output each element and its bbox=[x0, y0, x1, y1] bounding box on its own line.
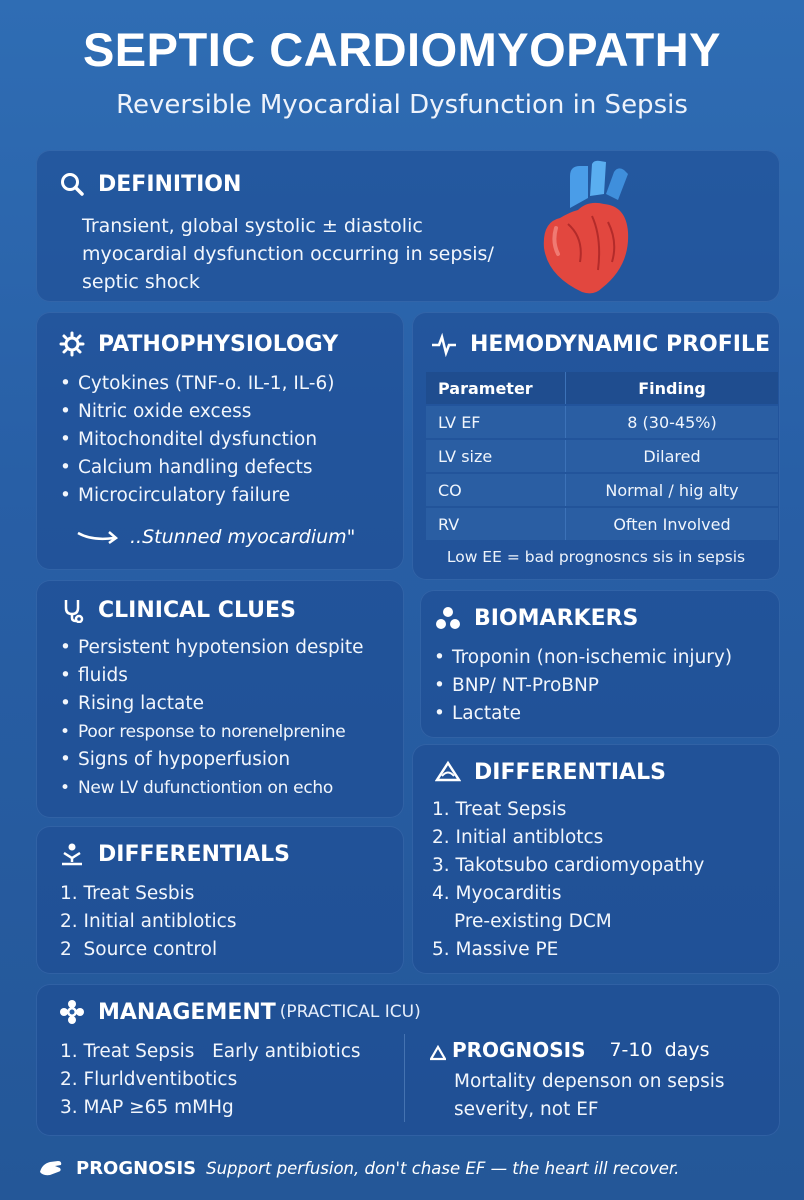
clinical-clues-list bbox=[60, 634, 363, 802]
table-row bbox=[426, 508, 778, 540]
table-row bbox=[426, 440, 778, 472]
differentials-right-list bbox=[432, 796, 704, 964]
heart-icon bbox=[532, 158, 642, 298]
column-header: Parameter bbox=[426, 372, 566, 404]
stunned-note: ..Stunned myocardium" bbox=[76, 526, 355, 548]
hand-icon bbox=[38, 1158, 64, 1178]
list-item: • Calcium handling defects bbox=[60, 454, 334, 482]
list-item: • Persistent hypotension despite bbox=[60, 634, 363, 662]
table-cell: Normal / hig alty bbox=[566, 474, 778, 506]
pulse-icon bbox=[430, 330, 458, 358]
list-item: 5. Massive PE bbox=[432, 939, 559, 960]
list-item: • fluids bbox=[60, 662, 363, 690]
list-item: 1. Treat Sesbis bbox=[60, 883, 195, 904]
table-cell: 8 (30-45%) bbox=[566, 406, 778, 438]
definition-text: Transient, global systolic ± diastolic myocardial dysfunction occurring in sepsis/ septic shock bbox=[82, 215, 494, 293]
hemodynamic-footnote: Low EE = bad prognosncs sis in sepsis bbox=[446, 548, 746, 566]
table-row bbox=[426, 406, 778, 438]
cog-icon bbox=[58, 998, 86, 1026]
management-list bbox=[60, 1038, 361, 1122]
table-cell: Dilared bbox=[566, 440, 778, 472]
table-cell: Often Involved bbox=[566, 508, 778, 540]
table-cell: CO bbox=[426, 474, 566, 506]
divider bbox=[404, 1034, 405, 1122]
list-item: 3. Takotsubo cardiomyopathy bbox=[432, 855, 705, 876]
search-icon bbox=[58, 170, 86, 198]
biomarkers-heading: BIOMARKERS bbox=[434, 604, 638, 632]
differentials-right-heading: DIFFERENTIALS bbox=[434, 758, 666, 786]
table-row bbox=[426, 474, 778, 506]
differentials-left-heading: DIFFERENTIALS bbox=[58, 840, 290, 868]
molecule-icon bbox=[434, 604, 462, 632]
list-item: • Mitochonditel dysfunction bbox=[60, 426, 334, 454]
list-item: 2. Flurldventibotics bbox=[60, 1069, 238, 1090]
hemodynamic-card bbox=[412, 312, 780, 580]
management-card bbox=[36, 984, 780, 1136]
hemodynamic-heading: HEMODYNAMIC PROFILE bbox=[430, 330, 770, 358]
list-item: • BNP/ NT-ProBNP bbox=[434, 672, 732, 700]
list-item: • Signs of hypoperfusion bbox=[60, 746, 363, 774]
pathophysiology-list bbox=[60, 370, 334, 510]
definition-card bbox=[36, 150, 780, 302]
table-header-row bbox=[426, 372, 778, 404]
differentials-left-list bbox=[60, 880, 236, 964]
page-subtitle: Reversible Myocardial Dysfunction in Sepsis bbox=[116, 90, 688, 120]
footer-prognosis: PROGNOSIS Support perfusion, don't chase EF — the heart ill recover. bbox=[38, 1150, 778, 1186]
person-icon bbox=[58, 840, 86, 868]
prognosis-inner-text: Mortality depenson on sepsis severity, not EF bbox=[454, 1071, 725, 1120]
list-item: • Lactate bbox=[434, 700, 732, 728]
list-item: • Microcirculatory failure bbox=[60, 482, 334, 510]
list-item: 2. Initial antiblotics bbox=[60, 911, 237, 932]
list-item: 2. Initial antiblotcs bbox=[432, 827, 604, 848]
list-item: Pre-existing DCM bbox=[454, 911, 612, 932]
page-title: SEPTIC CARDIOMYOPATHY bbox=[82, 23, 722, 76]
pathophysiology-heading: PATHOPHYSIOLOGY bbox=[58, 330, 338, 358]
triangle-icon bbox=[430, 1042, 446, 1058]
list-item: 1. Treat Sepsis Early antibiotics bbox=[60, 1041, 361, 1062]
list-item: • Nitric oxide excess bbox=[60, 398, 334, 426]
pathophysiology-card bbox=[36, 312, 404, 570]
clinical-clues-card bbox=[36, 580, 404, 818]
biomarkers-card bbox=[420, 590, 780, 738]
column-header: Finding bbox=[566, 372, 778, 404]
table-cell: LV EF bbox=[426, 406, 566, 438]
biomarkers-list bbox=[434, 644, 732, 728]
list-item: • Troponin (non-ischemic injury) bbox=[434, 644, 732, 672]
list-item: 2 Source control bbox=[60, 939, 218, 960]
differentials-left-card bbox=[36, 826, 404, 974]
arrow-icon bbox=[76, 527, 122, 547]
differentials-right-card bbox=[412, 744, 780, 974]
list-item: • Rising lactate bbox=[60, 690, 363, 718]
list-item: • Cytokines (TNF-o. IL-1, IL-6) bbox=[60, 370, 334, 398]
list-item: • New LV dufunctiontion on echo bbox=[60, 774, 363, 802]
table-cell: RV bbox=[426, 508, 566, 540]
definition-heading: DEFINITION bbox=[58, 170, 241, 198]
hemodynamic-table bbox=[426, 370, 778, 542]
management-heading: MANAGEMENT (PRACTICAL ICU) bbox=[58, 998, 421, 1026]
stethoscope-icon bbox=[58, 596, 86, 624]
list-item: 3. MAP ≥65 mMHg bbox=[60, 1097, 234, 1118]
prognosis-inner-heading: PROGNOSIS 7-10 days bbox=[430, 1038, 710, 1062]
list-item: 4. Myocarditis bbox=[432, 883, 562, 904]
list-item: 1. Treat Sepsis bbox=[432, 799, 567, 820]
table-cell: LV size bbox=[426, 440, 566, 472]
list-item: • Poor response to norenelprenine bbox=[60, 718, 363, 746]
gear-icon bbox=[58, 330, 86, 358]
warning-icon bbox=[434, 758, 462, 786]
clinical-clues-heading: CLINICAL CLUES bbox=[58, 596, 296, 624]
